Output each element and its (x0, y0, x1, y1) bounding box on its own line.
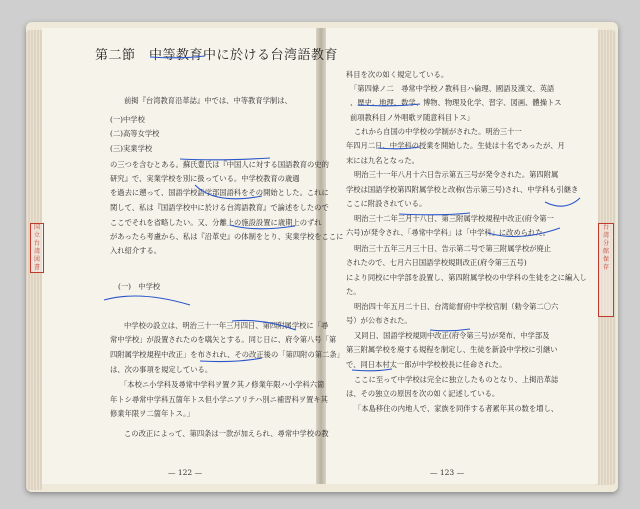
left-page-line: (一)中学校 (110, 115, 145, 124)
right-page-line: 第三附属学校を廃する規程を制定し、生徒を新設中学校に引継い (346, 345, 558, 354)
left-page-line: (二)高等女学校 (110, 129, 160, 138)
left-page-line: 入れ紹介する。 (110, 246, 162, 255)
right-page-line: されたので、七月六日国語学校規則改正(府令第三五号) (346, 258, 527, 267)
right-page-line: ここに至って中学校は完全に独立したものとなり、上掲沿革誌 (354, 375, 559, 384)
left-page-number: — 122 — (168, 468, 203, 477)
right-page-line: 「本島移住の内地人で、家族を同伴する者累年其の数を増し、 (354, 404, 559, 413)
right-page (322, 28, 598, 484)
right-page-line: た。 (346, 287, 361, 296)
right-page-line: 学校は国語学校第四附属学校と改称(告示第三号)され、中学科も引継き (346, 185, 579, 194)
left-page-line: 前掲『台湾教育沿革誌』中では、中等教育学制は、 (124, 96, 292, 105)
library-seal-right: 台 湾 分 館 保 存 (598, 223, 614, 317)
right-page-line: 科目を次の如く規定している。 (346, 70, 449, 79)
right-page-line: 六号)が発令され、「尋常中学科」は「中学科」に改められた。 (346, 228, 550, 237)
left-page-line: 中学校の設立は、明治三十一年三月四日、第四附属学校に「尋 (124, 321, 329, 330)
left-page-line: 修業年限ヲ二箇年トス。」 (110, 409, 195, 418)
left-page-line: 常中学校」が設置されたのを嚆矢とする。同じ日に、府令第八号「第 (110, 335, 337, 344)
left-page-line: 関して、私は『国語学校中に於ける台湾語教育』で論述をしたので (110, 203, 329, 212)
left-page-line: この改正によって、第四条は一款が加えられ、尋常中学校の教 (124, 429, 329, 438)
right-page-line: により同校に中学部を設置し、第四附属学校の中学科の生徒を之に編入し (346, 273, 587, 282)
right-page-line: これから自国の中学校の学制がされた。明治三十一 (354, 127, 522, 136)
left-page-line: があったら考慮から、私は『沿革史』の体制をとり、実業学校をここに (110, 232, 344, 241)
right-page-line: 明治四十年五月二十日、台湾総督府中学校官制（勅令第二〇六 (354, 302, 559, 311)
right-page-line: 号）が公布された。 (346, 316, 412, 325)
right-page-line: 末には九名となった。 (346, 156, 419, 165)
right-page-line: 明治三十一年八月十六日告示第五三号が発令された。第四附属 (354, 170, 559, 179)
right-page-number: — 123 — (430, 468, 465, 477)
left-page-line: 研究』で、実業学校を別に扱っている。中学校教育の歳週 (110, 174, 300, 183)
library-seal-left: 国 立 台 湾 図 書 (30, 223, 44, 273)
book-gutter (316, 28, 326, 484)
right-page-line: は、その独立の原因を次の如く記述している。 (346, 389, 500, 398)
left-page-line: 四附属学校規程中改正」を布されれ、その改正後の「第四附の第二条」 (110, 350, 344, 359)
right-page-line: 年四月二日、中学科の授業を開始した。生徒は十名であったが、月 (346, 141, 565, 150)
left-page-line: ここでそれを省略したい。又、分離上の施設設置に歳期上のずれ (110, 218, 322, 227)
right-page-line: ここに附設されている。 (346, 199, 427, 208)
right-page-line: 「第四條ノ二 尋常中学校ノ教科目ハ倫理、國語及漢文、英語 (350, 84, 555, 93)
left-page-line: の三つを含むとある。蘇氏豊氏は『中国人に対する国語教育の史的 (110, 160, 329, 169)
right-page-line: 明治三十二年三月十八日、第三附属学校規程中改正(府令第一 (354, 214, 554, 223)
left-page-line: (一) 中学校 (118, 282, 161, 291)
right-page-line: 、歴史、地理、数学、博物、物理及化学、習字、図画、體操トス (350, 98, 562, 107)
right-page-line: 又同日、国語学校規則中改正(府令第三号)が発布、中学部及 (354, 331, 550, 340)
section-title: 第二節 中等教育中に於ける台湾語教育 (95, 48, 339, 63)
right-page-line: 前項教科目ノ外唱歌ヲ随意科目トス」 (350, 113, 474, 122)
left-page-line: 年トシ尋常中学科五箇年トス但小学ニアリテハ別ニ補習科ヲ置キ其 (110, 395, 328, 404)
left-page-line: は、次の事項を規定している。 (110, 365, 213, 374)
right-page-line: 明治三十五年三月三十日、告示第二号で第三附属学校が廃止 (354, 244, 552, 253)
left-page-line: (三)実業学校 (110, 144, 153, 153)
left-page-line: を過去に遡って、国語学校語学部国語科をその開始とした。これに (110, 188, 329, 197)
left-page-line: 「本校ニ小学科及尋常中学科ヲ置ク其ノ修業年限ハ小学科六箇 (120, 380, 325, 389)
right-page-line: で、同日本村太一郎が中学校校長に任命された。 (346, 360, 507, 369)
